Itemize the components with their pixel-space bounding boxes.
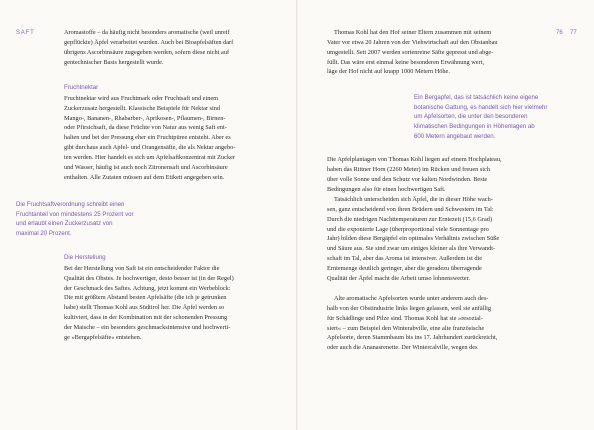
right-body-paragraph-2 (327, 195, 539, 284)
text-line: und Wasser, häufig ist auch noch Zitronensaft und Ascorbinsäure (64, 163, 228, 171)
text-line: halten und bei der Pressung eher ein Fruchtpüree entsteht. Aber es (64, 134, 231, 142)
text-line: Qualität des Obstes. Je hochwertiger, desto besser ist (in der Regel) (64, 274, 234, 282)
page-number-left: 76 (556, 30, 563, 36)
text-line: enthalten. Alle Zutaten müssen auf dem Etikett angegeben sein. (64, 173, 225, 181)
text-line: schaft im Tal, aber das Aroma ist intensiver. Außerdem ist die (327, 255, 483, 263)
note-line: und erlaubt einen Zuckerzusatz von (16, 220, 113, 228)
text-line: und Säure aus. Sie sind zwar um einiges kleiner als ihre Verwandt- (327, 245, 496, 253)
text-line: Bei der Herstellung von Saft ist ein entscheidender Faktor die (64, 264, 220, 272)
running-head: SAFT (16, 30, 35, 36)
text-line: für Schädlinge und Pilze sind. Thomas Kohl hat sie »resozial- (327, 314, 483, 322)
note-line: Ein Bergapfel, das ist tatsächlich keine eigene (414, 94, 539, 101)
right-top-paragraph (327, 28, 539, 77)
text-line: Jahr) bilden diese Bergäpfel ein optimales Verhältnis zwischen Süße (327, 235, 500, 243)
text-line: oder auch die Ananasrenette. Der Wintercalville, wegen des (327, 344, 478, 352)
section-heading: Die Herstellung (64, 254, 106, 261)
note-line: Die Fruchtsaftverordnung schreibt einen (16, 201, 125, 208)
text-line: übrigens Ascorbinsäure zugegeben werden, sofern diese nicht auf (64, 48, 230, 56)
text-line: und die exponierte Lage (überproportional viele Sonnentage pro (327, 225, 489, 233)
page-number-right: 77 (570, 30, 577, 36)
text-line: Durch die niedrigen Nachttemperaturen zur Erntezeit (15,6 Grad) (327, 215, 493, 223)
text-line: Erntemenge deutlich geringer, aber die geradezu überragende (327, 264, 482, 272)
text-line: Zuckerzusatz hergestellt. Klassische Beispiele für Nektar sind (64, 104, 221, 112)
text-line: Fruchtnektar wird aus Fruchtmark oder Fruchtsaft und einem (64, 94, 219, 102)
text-line: kultiviert, dass in der Kombination mit der schonenden Pressung (64, 314, 228, 322)
text-line: umgestellt. Seit 2007 werden sortenreine Säfte gepresst und abge- (327, 48, 494, 56)
text-line: gibt durchaus auch Apfel- und Orangensäfte, die als Nektar angebo- (64, 144, 236, 152)
note-line: um Apfelsorten, die unter den besonderen (414, 113, 528, 121)
text-line: ten werden. Hier handelt es sich um Apfelsaftkonzentrat mit Zucker (64, 153, 236, 161)
text-line: Alte aromatische Apfelsorten wurde unter anderem auch des- (334, 295, 489, 302)
text-line: Thomas Kohl hat den Hof seiner Eltern zusammen mit seinem (334, 29, 492, 36)
text-line: Qualität der Äpfel macht die Arbeit umso lohnenswerter. (327, 274, 471, 282)
text-line: Vater vor etwa 20 Jahren von der Viehwirtschaft auf den Obstanbau (327, 38, 498, 46)
text-line: der Maische – ein besonders geschmacksintensive und hochwerti- (64, 323, 231, 331)
text-line: über volle Sonne und den Schutz vor kalten Nordwinden. Beste (327, 175, 488, 183)
note-line: botanische Gattung, es handelt sich hier vielmehr (414, 103, 548, 111)
text-line: gepflückte) Äpfel verarbeitet wurden. Auch bei Bioapfelsäften darf (64, 38, 234, 46)
note-line: Fruchtanteil von mindestens 25 Prozent vor (16, 210, 134, 218)
right-body-paragraph-3 (327, 294, 539, 353)
margin-note-right (414, 93, 586, 142)
note-line: 600 Metern angebaut werden. (414, 132, 496, 140)
text-line: gentechnischer Basis hergestellt wurde. (64, 58, 164, 66)
text-line: Die mit größtem Abstand besten Apfelsäfte (die ich je getrunken (64, 294, 227, 302)
text-line: Die Apfelplantagen von Thomas Kohl liegen auf einem Hochplateau, (327, 156, 502, 163)
text-line: halb von der Obstindustrie links liegen gelassen, weil sie anfällig (327, 304, 492, 312)
text-line: oder Pfirsichsaft, da diese Früchte von Natur aus wenig Saft ent- (64, 124, 227, 132)
text-line: Apfelsorte, deren Stammbaum bis ins 17. Jahrhundert zurückreicht, (327, 334, 498, 342)
note-line: maximal 20 Prozent. (16, 230, 72, 238)
text-line: läge der Hof nicht auf knapp 1000 Metern Höhe. (327, 68, 450, 76)
text-line: füllt. Das wäre erst einmal keine besonderen Erwähnung wert, (327, 58, 485, 66)
text-line: Aromastoffe – da häufig nicht besonders aromatische (weil unreif (64, 29, 230, 36)
text-line: sen, ganz entscheidend von ihren Brüdern und Schwestern im Tal: (327, 205, 494, 213)
section-fruchtnektar (64, 83, 268, 182)
text-line: habe) stellt Thomas Kohl aus Südtirol her. Die Äpfel werden so (64, 304, 225, 312)
text-line: Mango-, Bananen-, Rhabarber-, Aprikosen-, Pflaumen-, Birnen- (64, 114, 226, 122)
section-herstellung (64, 253, 268, 343)
text-line: siert« – zum Beispiel den Winterabville, eine alte französische (327, 324, 485, 332)
text-line: ge »Bergapfelsäfte« entstehen. (64, 333, 142, 341)
right-body-paragraph-1 (327, 155, 539, 194)
section-heading: Fruchtnektar (64, 84, 99, 91)
text-line: haben das Rittner Horn (2260 Meter) im Rücken und freuen sich (327, 165, 490, 173)
text-line: der Geschmack des Saftes. Achtung, jetzt kommt ein Werbeblock: (64, 284, 231, 292)
text-line: Tatsächlich unterscheiden sich Äpfel, die in dieser Höhe wach- (334, 196, 493, 203)
note-line: klimatischen Bedingungen in Höhenlagen ab (414, 123, 535, 131)
margin-note-left (16, 200, 166, 239)
left-intro-paragraph (64, 28, 268, 67)
text-line: Bedingungen also für einen hochwertigen Saft. (327, 185, 446, 193)
gutter-shadow (296, 0, 298, 430)
